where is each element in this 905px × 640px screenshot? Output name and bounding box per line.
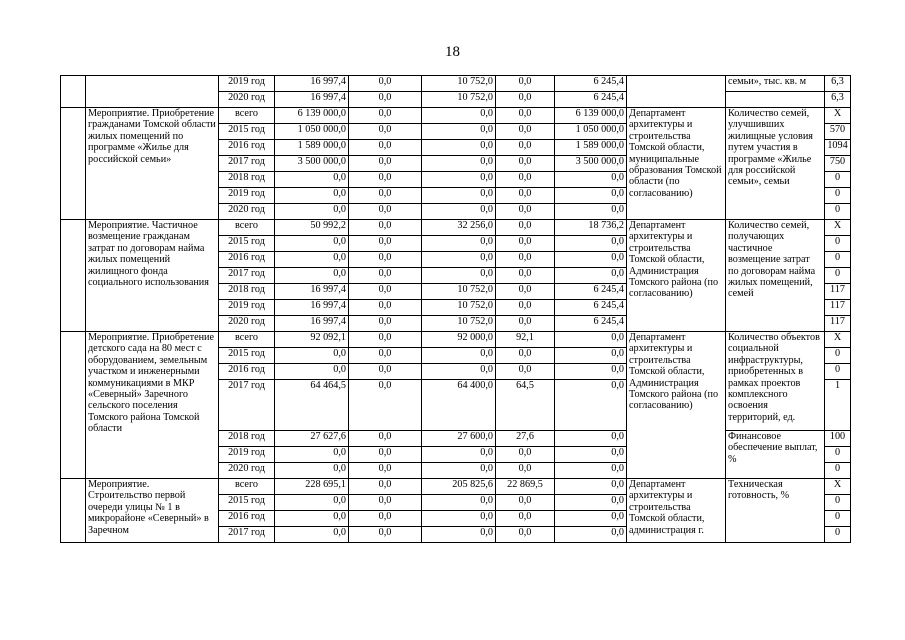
other-sources-cell: 6 139 000,0 xyxy=(555,108,627,124)
other-sources-cell: 0,0 xyxy=(555,348,627,364)
regional-budget-cell: 0,0 xyxy=(422,252,496,268)
local-budget-cell: 0,0 xyxy=(496,348,555,364)
federal-budget-cell: 0,0 xyxy=(349,495,422,511)
total-cell: 0,0 xyxy=(275,495,349,511)
target-value-cell: Х xyxy=(825,479,851,495)
total-cell: 1 589 000,0 xyxy=(275,140,349,156)
year-cell: 2015 год xyxy=(219,348,275,364)
local-budget-cell: 0,0 xyxy=(496,495,555,511)
total-cell: 0,0 xyxy=(275,511,349,527)
regional-budget-cell: 0,0 xyxy=(422,236,496,252)
other-sources-cell: 3 500 000,0 xyxy=(555,156,627,172)
indicator-cell: Техническая готовность, % xyxy=(726,479,825,543)
local-budget-cell: 22 869,5 xyxy=(496,479,555,495)
other-sources-cell: 0,0 xyxy=(555,188,627,204)
target-value-cell: 0 xyxy=(825,268,851,284)
local-budget-cell: 0,0 xyxy=(496,284,555,300)
total-cell: 3 500 000,0 xyxy=(275,156,349,172)
year-cell: 2020 год xyxy=(219,463,275,479)
year-cell: 2019 год xyxy=(219,447,275,463)
other-sources-cell: 1 589 000,0 xyxy=(555,140,627,156)
target-value-cell: 1094 xyxy=(825,140,851,156)
year-cell: 2017 год xyxy=(219,268,275,284)
table-row xyxy=(61,220,851,236)
other-sources-cell: 0,0 xyxy=(555,204,627,220)
total-cell: 1 050 000,0 xyxy=(275,124,349,140)
federal-budget-cell: 0,0 xyxy=(349,431,422,447)
federal-budget-cell: 0,0 xyxy=(349,140,422,156)
target-value-cell: 0 xyxy=(825,188,851,204)
regional-budget-cell: 0,0 xyxy=(422,463,496,479)
table-row xyxy=(61,108,851,124)
target-value-cell: 100 xyxy=(825,431,851,447)
target-value-cell: Х xyxy=(825,332,851,348)
federal-budget-cell: 0,0 xyxy=(349,463,422,479)
number-cell xyxy=(61,76,86,108)
local-budget-cell: 0,0 xyxy=(496,156,555,172)
other-sources-cell: 0,0 xyxy=(555,447,627,463)
local-budget-cell: 0,0 xyxy=(496,252,555,268)
target-value-cell: 117 xyxy=(825,284,851,300)
total-cell: 16 997,4 xyxy=(275,92,349,108)
year-cell: 2020 год xyxy=(219,316,275,332)
regional-budget-cell: 0,0 xyxy=(422,204,496,220)
executor-cell: Департамент архитектуры и строительства Томской области, Администрация Томского района (по согласованию) xyxy=(627,220,726,332)
other-sources-cell: 0,0 xyxy=(555,495,627,511)
regional-budget-cell: 0,0 xyxy=(422,495,496,511)
local-budget-cell: 0,0 xyxy=(496,364,555,380)
federal-budget-cell: 0,0 xyxy=(349,108,422,124)
total-cell: 0,0 xyxy=(275,447,349,463)
local-budget-cell: 0,0 xyxy=(496,172,555,188)
regional-budget-cell: 27 600,0 xyxy=(422,431,496,447)
federal-budget-cell: 0,0 xyxy=(349,479,422,495)
year-cell: 2017 год xyxy=(219,380,275,431)
local-budget-cell: 0,0 xyxy=(496,300,555,316)
federal-budget-cell: 0,0 xyxy=(349,252,422,268)
total-cell: 0,0 xyxy=(275,463,349,479)
indicator-cell: Количество семей, получающих частичное возмещение затрат по договорам найма жилых помещений, семей xyxy=(726,220,825,332)
number-cell xyxy=(61,479,86,543)
target-value-cell: 0 xyxy=(825,527,851,543)
executor-cell: Департамент архитектуры и строительства Томской области, муниципальные образования Томской области (по согласованию) xyxy=(627,108,726,220)
year-cell: всего xyxy=(219,332,275,348)
local-budget-cell: 0,0 xyxy=(496,204,555,220)
regional-budget-cell: 0,0 xyxy=(422,447,496,463)
target-value-cell: 6,3 xyxy=(825,76,851,92)
federal-budget-cell: 0,0 xyxy=(349,268,422,284)
target-value-cell: 570 xyxy=(825,124,851,140)
total-cell: 228 695,1 xyxy=(275,479,349,495)
federal-budget-cell: 0,0 xyxy=(349,204,422,220)
other-sources-cell: 0,0 xyxy=(555,332,627,348)
target-value-cell: 0 xyxy=(825,495,851,511)
indicator-cell xyxy=(726,92,825,108)
table-body xyxy=(61,76,851,543)
federal-budget-cell: 0,0 xyxy=(349,172,422,188)
local-budget-cell: 0,0 xyxy=(496,316,555,332)
indicator-cell: Финансовое обеспечение выплат, % xyxy=(726,431,825,479)
federal-budget-cell: 0,0 xyxy=(349,527,422,543)
target-value-cell: 0 xyxy=(825,348,851,364)
table-row xyxy=(61,479,851,495)
regional-budget-cell: 32 256,0 xyxy=(422,220,496,236)
indicator-cell: Количество семей, улучшивших жилищные условия путем участия в программе «Жилье для российской семьи», семьи xyxy=(726,108,825,220)
regional-budget-cell: 64 400,0 xyxy=(422,380,496,431)
other-sources-cell: 0,0 xyxy=(555,268,627,284)
local-budget-cell: 64,5 xyxy=(496,380,555,431)
regional-budget-cell: 0,0 xyxy=(422,108,496,124)
other-sources-cell: 18 736,2 xyxy=(555,220,627,236)
year-cell: 2017 год xyxy=(219,527,275,543)
year-cell: 2018 год xyxy=(219,172,275,188)
other-sources-cell: 6 245,4 xyxy=(555,300,627,316)
indicator-cell: семьи», тыс. кв. м xyxy=(726,76,825,92)
local-budget-cell: 0,0 xyxy=(496,140,555,156)
regional-budget-cell: 10 752,0 xyxy=(422,316,496,332)
target-value-cell: Х xyxy=(825,108,851,124)
year-cell: 2019 год xyxy=(219,76,275,92)
other-sources-cell: 6 245,4 xyxy=(555,284,627,300)
local-budget-cell: 0,0 xyxy=(496,92,555,108)
measure-cell: Мероприятие. Приобретение детского сада на 80 мест с оборудованием, земельным участком и инженерными коммуникациями в МКР «Северный» Заречного сельского поселения Томского района Томской области xyxy=(86,332,219,479)
local-budget-cell: 0,0 xyxy=(496,447,555,463)
table-row xyxy=(61,76,851,92)
measure-cell: Мероприятие. Приобретение гражданами Томской области жилых помещений по программе «Жилье для российской семьи» xyxy=(86,108,219,220)
regional-budget-cell: 205 825,6 xyxy=(422,479,496,495)
target-value-cell: 1 xyxy=(825,380,851,431)
year-cell: всего xyxy=(219,479,275,495)
local-budget-cell: 27,6 xyxy=(496,431,555,447)
year-cell: 2016 год xyxy=(219,140,275,156)
year-cell: 2016 год xyxy=(219,511,275,527)
federal-budget-cell: 0,0 xyxy=(349,348,422,364)
executor-cell xyxy=(627,76,726,108)
federal-budget-cell: 0,0 xyxy=(349,332,422,348)
table-row xyxy=(61,332,851,348)
number-cell xyxy=(61,108,86,220)
target-value-cell: 117 xyxy=(825,316,851,332)
local-budget-cell: 92,1 xyxy=(496,332,555,348)
federal-budget-cell: 0,0 xyxy=(349,380,422,431)
total-cell: 0,0 xyxy=(275,204,349,220)
year-cell: 2018 год xyxy=(219,284,275,300)
federal-budget-cell: 0,0 xyxy=(349,92,422,108)
local-budget-cell: 0,0 xyxy=(496,188,555,204)
year-cell: 2018 год xyxy=(219,431,275,447)
year-cell: 2015 год xyxy=(219,236,275,252)
target-value-cell: 750 xyxy=(825,156,851,172)
total-cell: 16 997,4 xyxy=(275,300,349,316)
other-sources-cell: 6 245,4 xyxy=(555,92,627,108)
federal-budget-cell: 0,0 xyxy=(349,300,422,316)
local-budget-cell: 0,0 xyxy=(496,124,555,140)
year-cell: всего xyxy=(219,220,275,236)
local-budget-cell: 0,0 xyxy=(496,220,555,236)
other-sources-cell: 0,0 xyxy=(555,511,627,527)
year-cell: 2020 год xyxy=(219,92,275,108)
year-cell: 2017 год xyxy=(219,156,275,172)
other-sources-cell: 0,0 xyxy=(555,252,627,268)
federal-budget-cell: 0,0 xyxy=(349,76,422,92)
target-value-cell: 6,3 xyxy=(825,92,851,108)
target-value-cell: 117 xyxy=(825,300,851,316)
target-value-cell: 0 xyxy=(825,204,851,220)
regional-budget-cell: 10 752,0 xyxy=(422,300,496,316)
executor-cell: Департамент архитектуры и строительства Томской области, администрация г. xyxy=(627,479,726,543)
regional-budget-cell: 0,0 xyxy=(422,140,496,156)
total-cell: 92 092,1 xyxy=(275,332,349,348)
local-budget-cell: 0,0 xyxy=(496,108,555,124)
total-cell: 16 997,4 xyxy=(275,316,349,332)
other-sources-cell: 0,0 xyxy=(555,380,627,431)
regional-budget-cell: 0,0 xyxy=(422,527,496,543)
number-cell xyxy=(61,220,86,332)
year-cell: 2016 год xyxy=(219,364,275,380)
total-cell: 50 992,2 xyxy=(275,220,349,236)
other-sources-cell: 6 245,4 xyxy=(555,316,627,332)
other-sources-cell: 0,0 xyxy=(555,364,627,380)
federal-budget-cell: 0,0 xyxy=(349,316,422,332)
regional-budget-cell: 92 000,0 xyxy=(422,332,496,348)
year-cell: всего xyxy=(219,108,275,124)
federal-budget-cell: 0,0 xyxy=(349,364,422,380)
regional-budget-cell: 10 752,0 xyxy=(422,92,496,108)
regional-budget-cell: 0,0 xyxy=(422,511,496,527)
total-cell: 0,0 xyxy=(275,348,349,364)
page-number: 18 xyxy=(445,44,460,60)
year-cell: 2015 год xyxy=(219,124,275,140)
total-cell: 6 139 000,0 xyxy=(275,108,349,124)
total-cell: 0,0 xyxy=(275,527,349,543)
measure-cell: Мероприятие. Частичное возмещение гражданам затрат по договорам найма жилых помещений жилищного фонда социального использования xyxy=(86,220,219,332)
budget-table xyxy=(60,75,851,543)
executor-cell: Департамент архитектуры и строительства Томской области, Администрация Томского района (по согласованию) xyxy=(627,332,726,479)
federal-budget-cell: 0,0 xyxy=(349,511,422,527)
indicator-cell: Количество объектов социальной инфраструктуры, приобретенных в рамках проектов комплексного освоения территорий, ед. xyxy=(726,332,825,431)
regional-budget-cell: 0,0 xyxy=(422,124,496,140)
federal-budget-cell: 0,0 xyxy=(349,284,422,300)
regional-budget-cell: 0,0 xyxy=(422,268,496,284)
local-budget-cell: 0,0 xyxy=(496,236,555,252)
local-budget-cell: 0,0 xyxy=(496,463,555,479)
number-cell xyxy=(61,332,86,479)
total-cell: 0,0 xyxy=(275,268,349,284)
target-value-cell: 0 xyxy=(825,447,851,463)
local-budget-cell: 0,0 xyxy=(496,527,555,543)
year-cell: 2015 год xyxy=(219,495,275,511)
measure-cell: Мероприятие. Строительство первой очереди улицы № 1 в микрорайоне «Северный» в Заречном xyxy=(86,479,219,543)
total-cell: 16 997,4 xyxy=(275,76,349,92)
regional-budget-cell: 0,0 xyxy=(422,364,496,380)
total-cell: 0,0 xyxy=(275,364,349,380)
other-sources-cell: 6 245,4 xyxy=(555,76,627,92)
total-cell: 0,0 xyxy=(275,252,349,268)
other-sources-cell: 0,0 xyxy=(555,463,627,479)
other-sources-cell: 0,0 xyxy=(555,236,627,252)
other-sources-cell: 0,0 xyxy=(555,172,627,188)
federal-budget-cell: 0,0 xyxy=(349,156,422,172)
target-value-cell: Х xyxy=(825,220,851,236)
other-sources-cell: 0,0 xyxy=(555,527,627,543)
other-sources-cell: 1 050 000,0 xyxy=(555,124,627,140)
local-budget-cell: 0,0 xyxy=(496,268,555,284)
target-value-cell: 0 xyxy=(825,252,851,268)
regional-budget-cell: 0,0 xyxy=(422,348,496,364)
target-value-cell: 0 xyxy=(825,172,851,188)
total-cell: 27 627,6 xyxy=(275,431,349,447)
regional-budget-cell: 0,0 xyxy=(422,172,496,188)
federal-budget-cell: 0,0 xyxy=(349,236,422,252)
target-value-cell: 0 xyxy=(825,236,851,252)
year-cell: 2016 год xyxy=(219,252,275,268)
local-budget-cell: 0,0 xyxy=(496,76,555,92)
regional-budget-cell: 10 752,0 xyxy=(422,284,496,300)
measure-cell xyxy=(86,76,219,108)
total-cell: 16 997,4 xyxy=(275,284,349,300)
other-sources-cell: 0,0 xyxy=(555,479,627,495)
year-cell: 2019 год xyxy=(219,300,275,316)
regional-budget-cell: 0,0 xyxy=(422,156,496,172)
total-cell: 0,0 xyxy=(275,236,349,252)
total-cell: 0,0 xyxy=(275,172,349,188)
regional-budget-cell: 0,0 xyxy=(422,188,496,204)
target-value-cell: 0 xyxy=(825,511,851,527)
target-value-cell: 0 xyxy=(825,364,851,380)
other-sources-cell: 0,0 xyxy=(555,431,627,447)
regional-budget-cell: 10 752,0 xyxy=(422,76,496,92)
federal-budget-cell: 0,0 xyxy=(349,220,422,236)
year-cell: 2019 год xyxy=(219,188,275,204)
target-value-cell: 0 xyxy=(825,463,851,479)
local-budget-cell: 0,0 xyxy=(496,511,555,527)
total-cell: 0,0 xyxy=(275,188,349,204)
federal-budget-cell: 0,0 xyxy=(349,188,422,204)
federal-budget-cell: 0,0 xyxy=(349,124,422,140)
federal-budget-cell: 0,0 xyxy=(349,447,422,463)
year-cell: 2020 год xyxy=(219,204,275,220)
total-cell: 64 464,5 xyxy=(275,380,349,431)
